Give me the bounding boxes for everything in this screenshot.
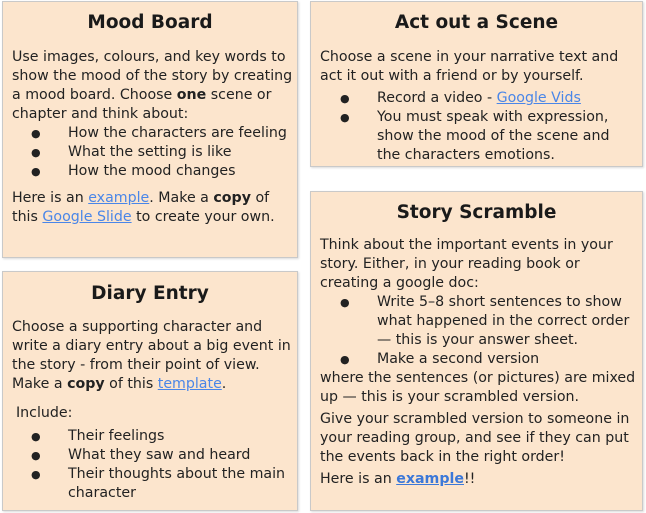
list-item: ● Their feelings	[3, 427, 297, 446]
list-item: ● What they saw and heard	[3, 446, 297, 465]
template-link[interactable]: template	[157, 376, 222, 392]
mood-board-title: Mood Board	[87, 12, 213, 33]
story-scramble-after-bullets: where the sentences (or pictures) are mixed up — this is your scrambled version.	[320, 370, 636, 405]
story-scramble-card	[310, 191, 643, 511]
diary-entry-title: Diary Entry	[91, 283, 209, 304]
google-slide-link[interactable]: Google Slide	[42, 209, 132, 225]
story-scramble-title: Story Scramble	[396, 202, 557, 223]
list-item	[311, 89, 642, 108]
mood-board-footer-text: Here is an	[12, 190, 89, 206]
list-item: ● How the characters are feeling	[3, 124, 297, 143]
act-out-intro: Choose a scene in your narrative text and act it out with a friend or by yourself.	[320, 49, 619, 84]
record-video-text: Record a video -	[377, 90, 497, 106]
story-scramble-footer-text: Here is an	[320, 471, 397, 487]
story-scramble-footer-text-2: !!	[463, 471, 476, 487]
mood-board-intro	[3, 48, 297, 124]
story-scramble-intro: Think about the important events in your story. Either, in your reading book or creating a google doc:	[320, 237, 613, 291]
mood-board-footer-text-4: to create your own.	[131, 209, 275, 225]
story-scramble-footer	[311, 470, 642, 489]
list-item: ● Make a second version	[311, 350, 642, 369]
mood-board-intro-text-end: scene or chapter and think about:	[12, 87, 272, 122]
list-item: ● You must speak with expression, show the mood of the scene and the characters emotions.	[311, 108, 642, 165]
diary-entry-intro	[3, 318, 297, 394]
include-label: Include:	[16, 405, 73, 421]
story-scramble-bullets	[311, 293, 642, 369]
copy-bold: copy	[213, 190, 251, 206]
act-out-scene-title: Act out a Scene	[394, 12, 559, 33]
google-vids-link[interactable]: Google Vids	[496, 90, 581, 106]
diary-entry-intro-text-2: of this	[104, 376, 158, 392]
mood-board-card	[2, 1, 298, 258]
list-item: ● What the setting is like	[3, 143, 297, 162]
mood-board-footer-text-3: of this	[12, 190, 270, 225]
mood-board-intro-bold: one	[176, 87, 207, 103]
mood-board-footer-text-2: . Make a	[149, 190, 214, 206]
list-item: ● Their thoughts about the main character	[3, 465, 297, 503]
diary-entry-intro-text: Choose a supporting character and write a diary entry about a big event in the story - from their point of view. Make a	[12, 319, 291, 392]
mood-board-intro-text: Use images, colours, and key words to show the mood of the story by creating a mood board. Choose	[12, 49, 293, 103]
act-out-scene-card	[310, 1, 643, 167]
mood-board-footer	[3, 189, 297, 227]
act-out-bullets	[311, 89, 642, 165]
example-link[interactable]: example	[396, 471, 464, 487]
diary-entry-intro-text-3: .	[221, 376, 227, 392]
list-item: ● Write 5–8 short sentences to show what happened in the correct order — this is your answer sheet.	[311, 293, 642, 350]
copy-bold: copy	[67, 376, 105, 392]
story-scramble-give: Give your scrambled version to someone in your reading group, and see if they can put the events back in the right order!	[320, 411, 630, 465]
mood-board-bullets	[3, 124, 297, 181]
list-item: ● How the mood changes	[3, 162, 297, 181]
diary-entry-card	[2, 271, 298, 511]
example-link[interactable]: example	[88, 190, 150, 206]
diary-entry-bullets	[3, 427, 297, 503]
